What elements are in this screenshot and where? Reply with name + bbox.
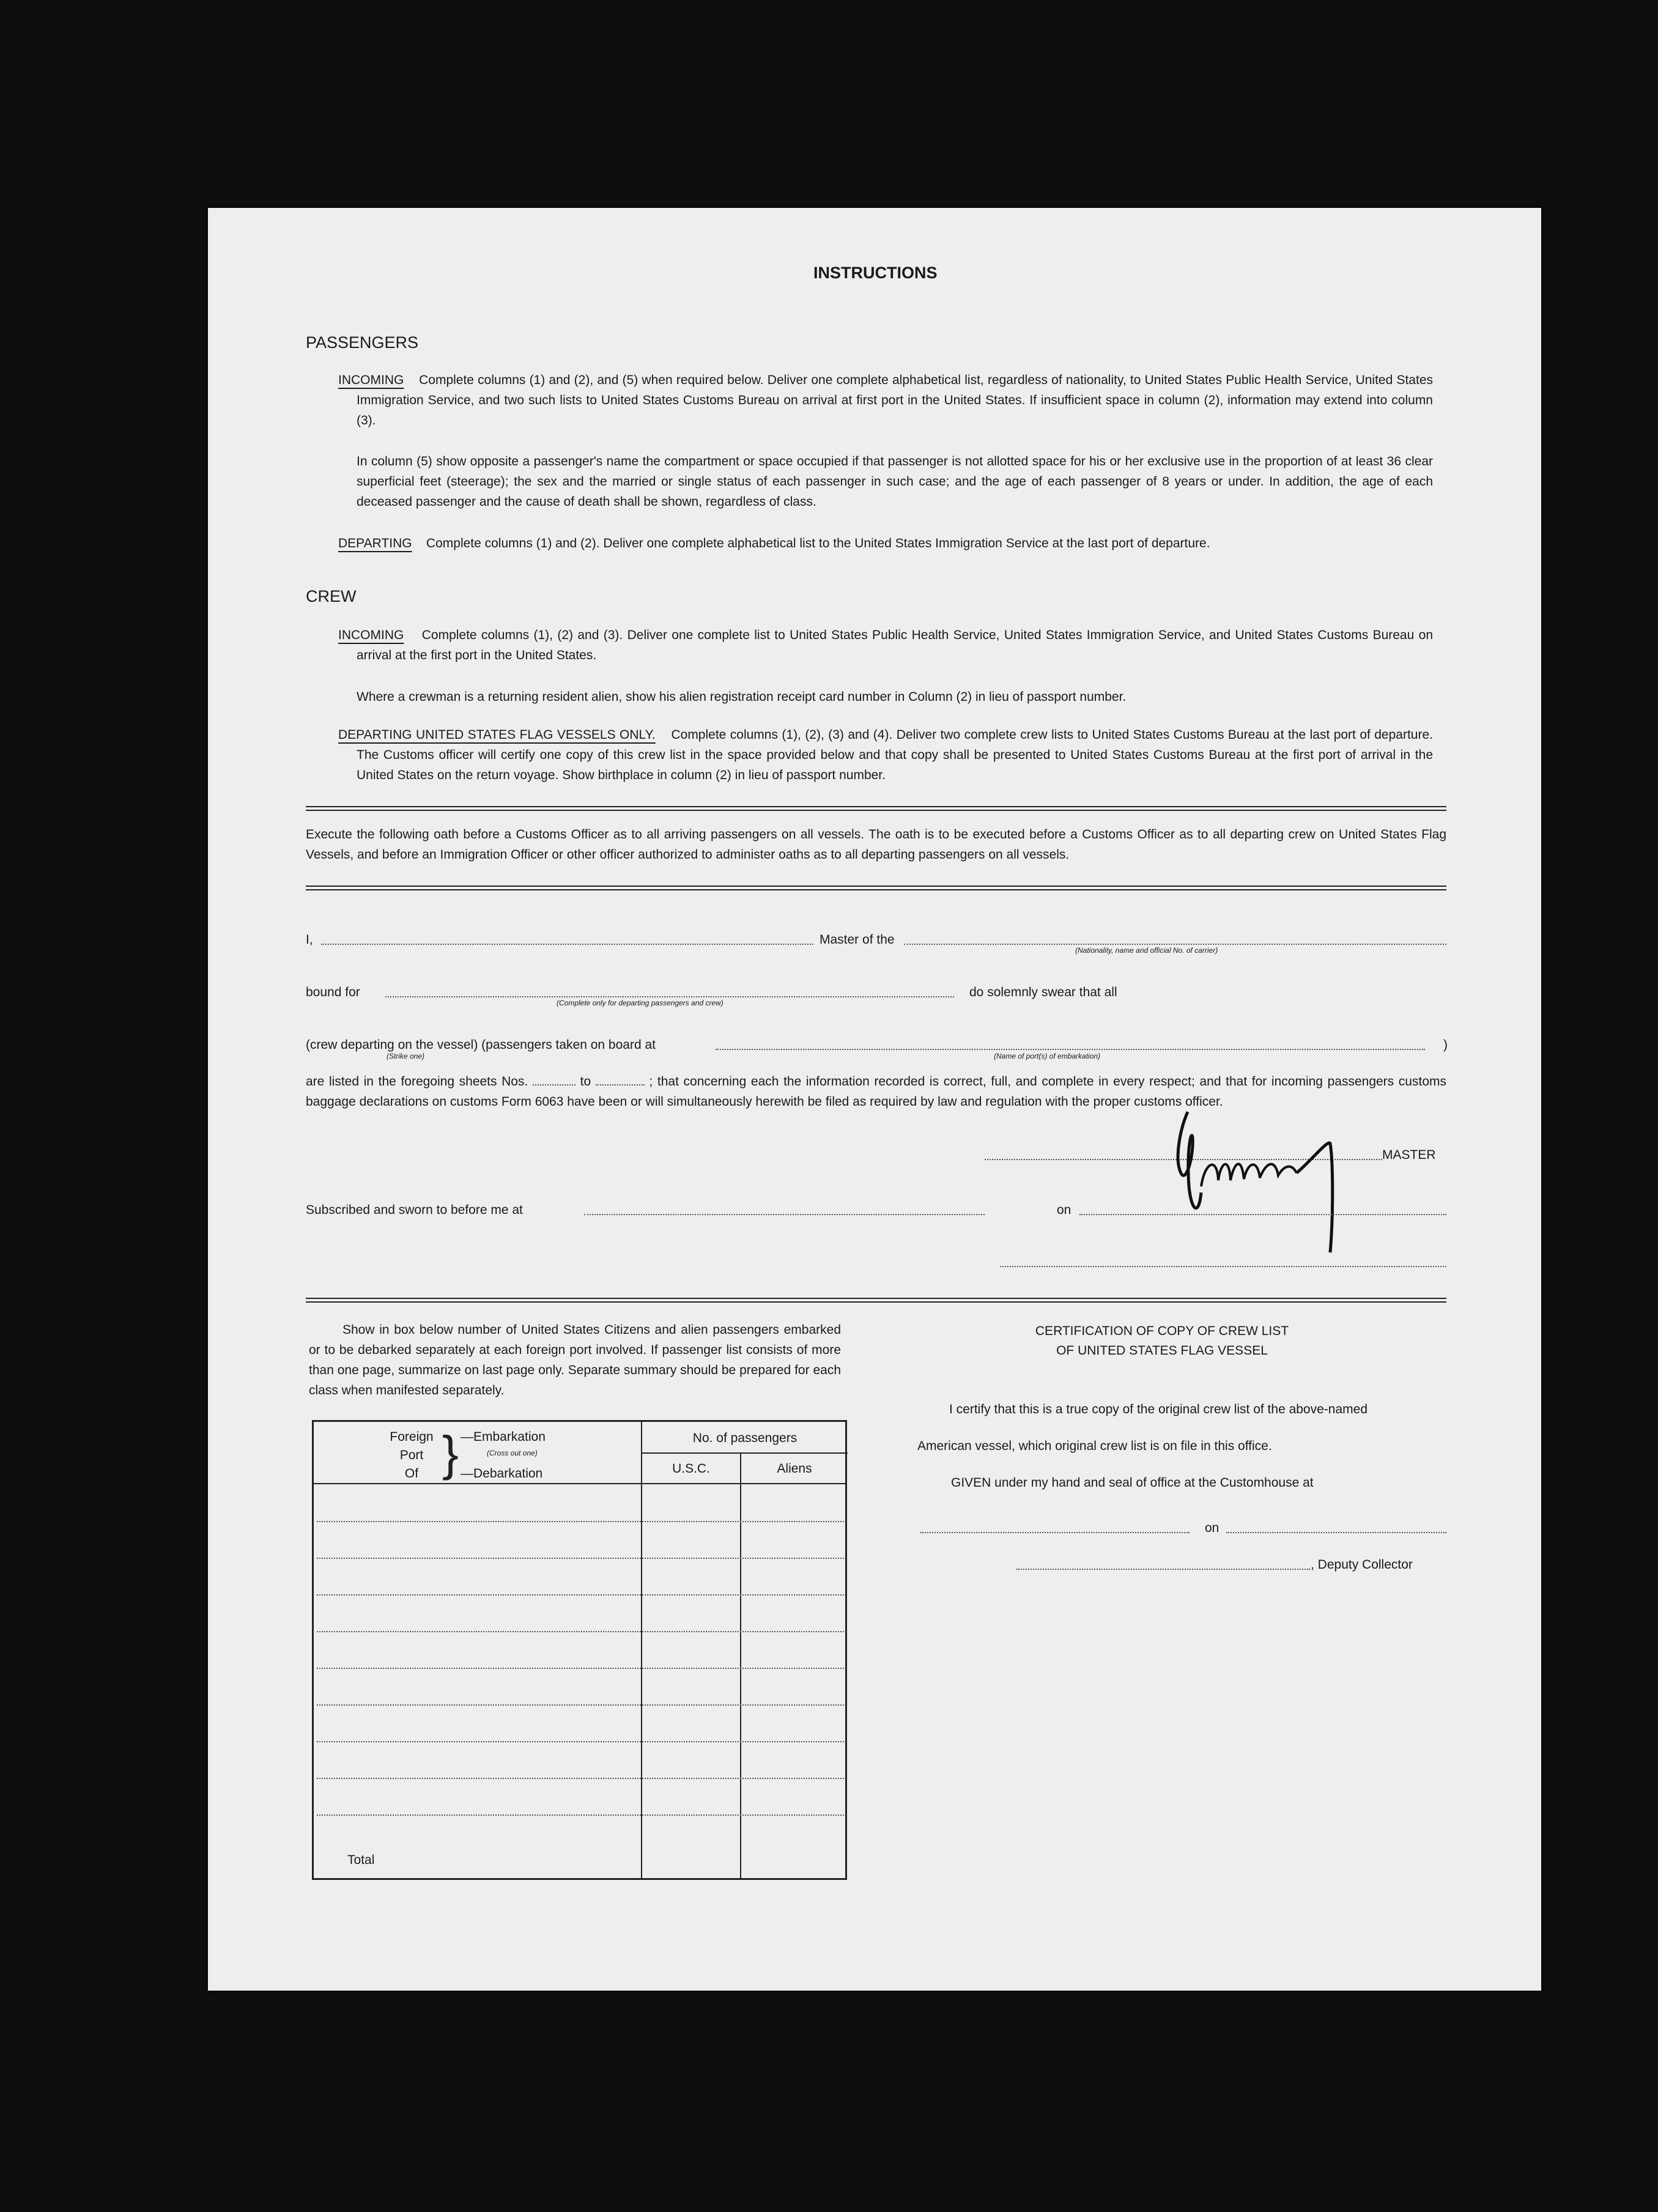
given-text: GIVEN under my hand and seal of office at the Customhouse at xyxy=(951,1476,1314,1490)
sheet-from-field[interactable] xyxy=(533,1084,575,1086)
crew-departing-text: Complete columns (1), (2), (3) and (4). Deliver two complete crew lists to United States Customs Bureau at the last port of departure. The Customs officer will certify one copy of this crew list in the space provided below and that copy shall be presented to United States Customs Bureau at the first port of arrival in the United States on the return voyage. Show birthplace in column (2) in lieu of passport number. xyxy=(357,728,1433,782)
strike-note: (Strike one) xyxy=(387,1052,425,1060)
sheet-to-field[interactable] xyxy=(596,1084,645,1086)
table-row[interactable] xyxy=(317,1814,844,1816)
document-page xyxy=(208,208,1541,1991)
certification-title-line2: OF UNITED STATES FLAG VESSEL xyxy=(1056,1344,1268,1358)
summary-table xyxy=(312,1420,847,1880)
subscribed-date-field[interactable] xyxy=(1079,1214,1446,1215)
subscribed-on-label: on xyxy=(1057,1203,1071,1217)
aliens-header: Aliens xyxy=(777,1462,812,1476)
listed-to: to xyxy=(580,1075,591,1089)
crew-departing-text: (crew departing on the vessel) (passengers taken on board at xyxy=(306,1038,656,1052)
officer-signature-field[interactable] xyxy=(1000,1266,1446,1267)
table-row[interactable] xyxy=(317,1594,844,1596)
oath-i-label: I, xyxy=(306,933,313,947)
embarkation-label: —Embarkation xyxy=(461,1430,546,1444)
bound-for-field[interactable] xyxy=(385,996,954,997)
listed-pre: are listed in the foregoing sheets Nos. xyxy=(306,1075,528,1089)
master-label: MASTER xyxy=(1382,1148,1436,1162)
crew-resident-paragraph: Where a crewman is a returning resident alien, show his alien registration receipt card number in Column (2) in lieu of passport number. xyxy=(357,690,1127,704)
foreign-label: Foreign xyxy=(390,1430,434,1444)
column-divider xyxy=(641,1422,642,1878)
certify-line1: I certify that this is a true copy of the original crew list of the above-named xyxy=(949,1402,1367,1416)
crew-departing-label: DEPARTING UNITED STATES FLAG VESSELS ONLY. xyxy=(338,728,656,742)
summary-instructions: Show in box below number of United States Citizens and alien passengers embarked or to be debarked separately at each foreign port involved. If passenger list consists of more than one page, summarize on last page only. Separate summary should be prepared for each class when manifested separately. xyxy=(309,1323,841,1397)
close-paren: ) xyxy=(1443,1038,1448,1052)
crew-incoming-paragraph xyxy=(338,625,1433,665)
customhouse-field[interactable] xyxy=(920,1532,1190,1533)
table-row[interactable] xyxy=(317,1631,844,1632)
header-divider xyxy=(641,1452,848,1454)
of-label: Of xyxy=(404,1467,419,1481)
passengers-heading: PASSENGERS xyxy=(306,333,419,352)
brace-glyph: } xyxy=(442,1426,459,1481)
table-row[interactable] xyxy=(317,1558,844,1559)
divider xyxy=(306,806,1446,811)
table-row[interactable] xyxy=(317,1778,844,1779)
table-row[interactable] xyxy=(317,1741,844,1742)
passengers-incoming-paragraph xyxy=(338,370,1433,431)
deputy-collector-label: , Deputy Collector xyxy=(1311,1558,1413,1572)
port-note: (Name of port(s) of embarkation) xyxy=(994,1052,1101,1060)
certification-date-field[interactable] xyxy=(1226,1532,1446,1533)
table-row[interactable] xyxy=(317,1704,844,1706)
nationality-note: (Nationality, name and official No. of carrier) xyxy=(1075,946,1218,955)
oath-intro: Execute the following oath before a Customs Officer as to all arriving passengers on all vessels. The oath is to be executed before a Customs Officer as to all departing crew on United States Flag Vessels, and before an Immigration Officer or other officer authorized to administer oaths as to all departing passengers on all vessels. xyxy=(306,827,1446,862)
passengers-incoming-label: INCOMING xyxy=(338,373,404,387)
passengers-departing-text: Complete columns (1) and (2). Deliver one complete alphabetical list to the United States Immigration Service at the last port of departure. xyxy=(426,536,1210,550)
master-signature xyxy=(1150,1095,1358,1254)
crew-departing-paragraph xyxy=(338,725,1433,785)
deputy-signature-field[interactable] xyxy=(1016,1569,1310,1570)
table-row[interactable] xyxy=(317,1521,844,1522)
bound-for-label: bound for xyxy=(306,985,360,999)
swear-text: do solemnly swear that all xyxy=(969,985,1117,999)
crew-heading: CREW xyxy=(306,587,357,605)
subscribed-label: Subscribed and sworn to before me at xyxy=(306,1203,523,1217)
carrier-field[interactable] xyxy=(904,944,1446,945)
no-passengers-header: No. of passengers xyxy=(692,1431,798,1445)
crew-incoming-label: INCOMING xyxy=(338,628,404,642)
usc-header: U.S.C. xyxy=(672,1462,710,1476)
cross-out-note: (Cross out one) xyxy=(487,1449,538,1457)
debarkation-label: —Debarkation xyxy=(461,1467,543,1481)
certification-title-line1: CERTIFICATION OF COPY OF CREW LIST xyxy=(1035,1324,1289,1338)
port-field[interactable] xyxy=(716,1049,1425,1050)
certify-line2: American vessel, which original crew list is on file in this office. xyxy=(917,1439,1272,1453)
column5-paragraph: In column (5) show opposite a passenger's name the compartment or space occupied if that passenger is not allotted space for his or her exclusive use in the proportion of at least 36 clear superficial feet (steerage); the sex and the married or single status of each passenger in such case; and the age of each passenger of 8 years or under. In addition, the age of each deceased passenger and the cause of death shall be shown, regardless of class. xyxy=(357,454,1433,509)
instructions-title: INSTRUCTIONS xyxy=(813,264,938,282)
passengers-departing-paragraph xyxy=(338,533,1433,553)
table-row[interactable] xyxy=(317,1668,844,1669)
certification-on-label: on xyxy=(1205,1521,1219,1535)
listed-post: ; that concerning each the information recorded is correct, full, and complete in every respect; and that for incoming passengers customs baggage declarations on customs Form 6063 have been or will simultaneously herewith be filed as required by law and regulation with the proper customs officer. xyxy=(306,1075,1446,1109)
passengers-incoming-text: Complete columns (1) and (2), and (5) when required below. Deliver one complete alphabetical list, regardless of nationality, to United States Public Health Service, United States Immigration Service, and two such lists to United States Customs Bureau on arrival at first port in the United States. If insufficient space in column (2), information may extend into column (3). xyxy=(357,373,1434,427)
subscribed-place-field[interactable] xyxy=(584,1214,985,1215)
port-label: Port xyxy=(399,1448,424,1462)
complete-only-note: (Complete only for departing passengers and crew) xyxy=(557,999,724,1007)
total-label: Total xyxy=(347,1853,375,1867)
crew-incoming-text: Complete columns (1), (2) and (3). Deliver one complete list to United States Public Health Service, United States Immigration Service, and United States Customs Bureau on arrival at the first port in the United States. xyxy=(357,628,1433,662)
master-of-label: Master of the xyxy=(820,933,895,947)
divider xyxy=(306,1298,1446,1303)
master-name-field[interactable] xyxy=(321,944,813,945)
passengers-departing-label: DEPARTING xyxy=(338,536,412,550)
divider xyxy=(306,886,1446,890)
